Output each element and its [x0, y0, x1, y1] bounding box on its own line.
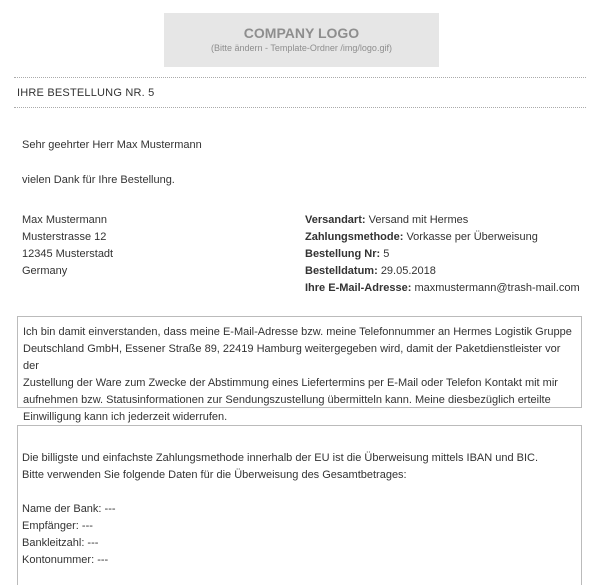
consent-line: aufnehmen bzw. Statusinformationen zur Sendungszustellung übermitteln kann. Meine diesbezüglich erteilte [23, 394, 551, 406]
logo-subtitle: (Bitte ändern - Template-Ordner /img/logo.gif) [211, 43, 392, 53]
thanks-text: vielen Dank für Ihre Bestellung. [22, 174, 175, 186]
bank-code: Bankleitzahl: --- [22, 537, 99, 549]
account-number: Kontonummer: --- [22, 554, 109, 566]
address-street: Musterstrasse 12 [22, 231, 107, 243]
top-divider [14, 77, 586, 78]
consent-notice-box [17, 316, 582, 423]
company-logo [164, 13, 439, 67]
consent-notice-text [23, 324, 575, 426]
consent-line: Einwilligung kann ich jederzeit widerrufen. [23, 411, 228, 423]
shipping-value: Versand mit Hermes [368, 214, 469, 226]
shipping-label: Versandart: [305, 214, 366, 226]
payment-method-label: Zahlungsmethode: [305, 231, 404, 243]
email-value[interactable]: maxmustermann@trash-mail.com [414, 282, 580, 294]
order-title-divider [14, 107, 586, 108]
payment-method-row [305, 231, 538, 243]
order-date-label: Bestelldatum: [305, 265, 378, 277]
order-number-value: 5 [383, 248, 390, 260]
recipient: Empfänger: --- [22, 520, 93, 532]
order-number-label: Bestellung Nr: [305, 248, 381, 260]
payment-method-value: Vorkasse per Überweisung [406, 231, 538, 243]
order-number-row [305, 248, 389, 260]
email-label: Ihre E-Mail-Adresse: [305, 282, 412, 294]
order-date-value: 29.05.2018 [380, 265, 436, 277]
payment-intro: Die billigste und einfachste Zahlungsmethode innerhalb der EU ist die Überweisung mittels IBAN und BIC. [22, 452, 539, 464]
address-city: 12345 Musterstadt [22, 248, 114, 260]
order-title: IHRE BESTELLUNG NR. 5 [17, 87, 155, 99]
bank-name: Name der Bank: --- [22, 503, 116, 515]
consent-line: Deutschland GmbH, Essener Straße 89, 22419 Hamburg weitergegeben wird, damit der Paketdienstleister vor der [23, 343, 561, 372]
logo-title: COMPANY LOGO [243, 25, 360, 41]
greeting-text: Sehr geehrter Herr Max Mustermann [22, 139, 202, 151]
email-row [305, 282, 580, 294]
shipping-row [305, 214, 468, 226]
order-date-row [305, 265, 436, 277]
consent-line: Ich bin damit einverstanden, dass meine E-Mail-Adresse bzw. meine Telefonnummer an Hermes Logistik Gruppe [23, 326, 572, 338]
payment-instruction: Bitte verwenden Sie folgende Daten für die Überweisung des Gesamtbetrages: [22, 469, 407, 481]
address-name: Max Mustermann [22, 214, 107, 226]
address-country: Germany [22, 265, 68, 277]
consent-line: Zustellung der Ware zum Zwecke der Abstimmung eines Liefertermins per E-Mail oder Telefon Kontakt mit mir [23, 377, 558, 389]
